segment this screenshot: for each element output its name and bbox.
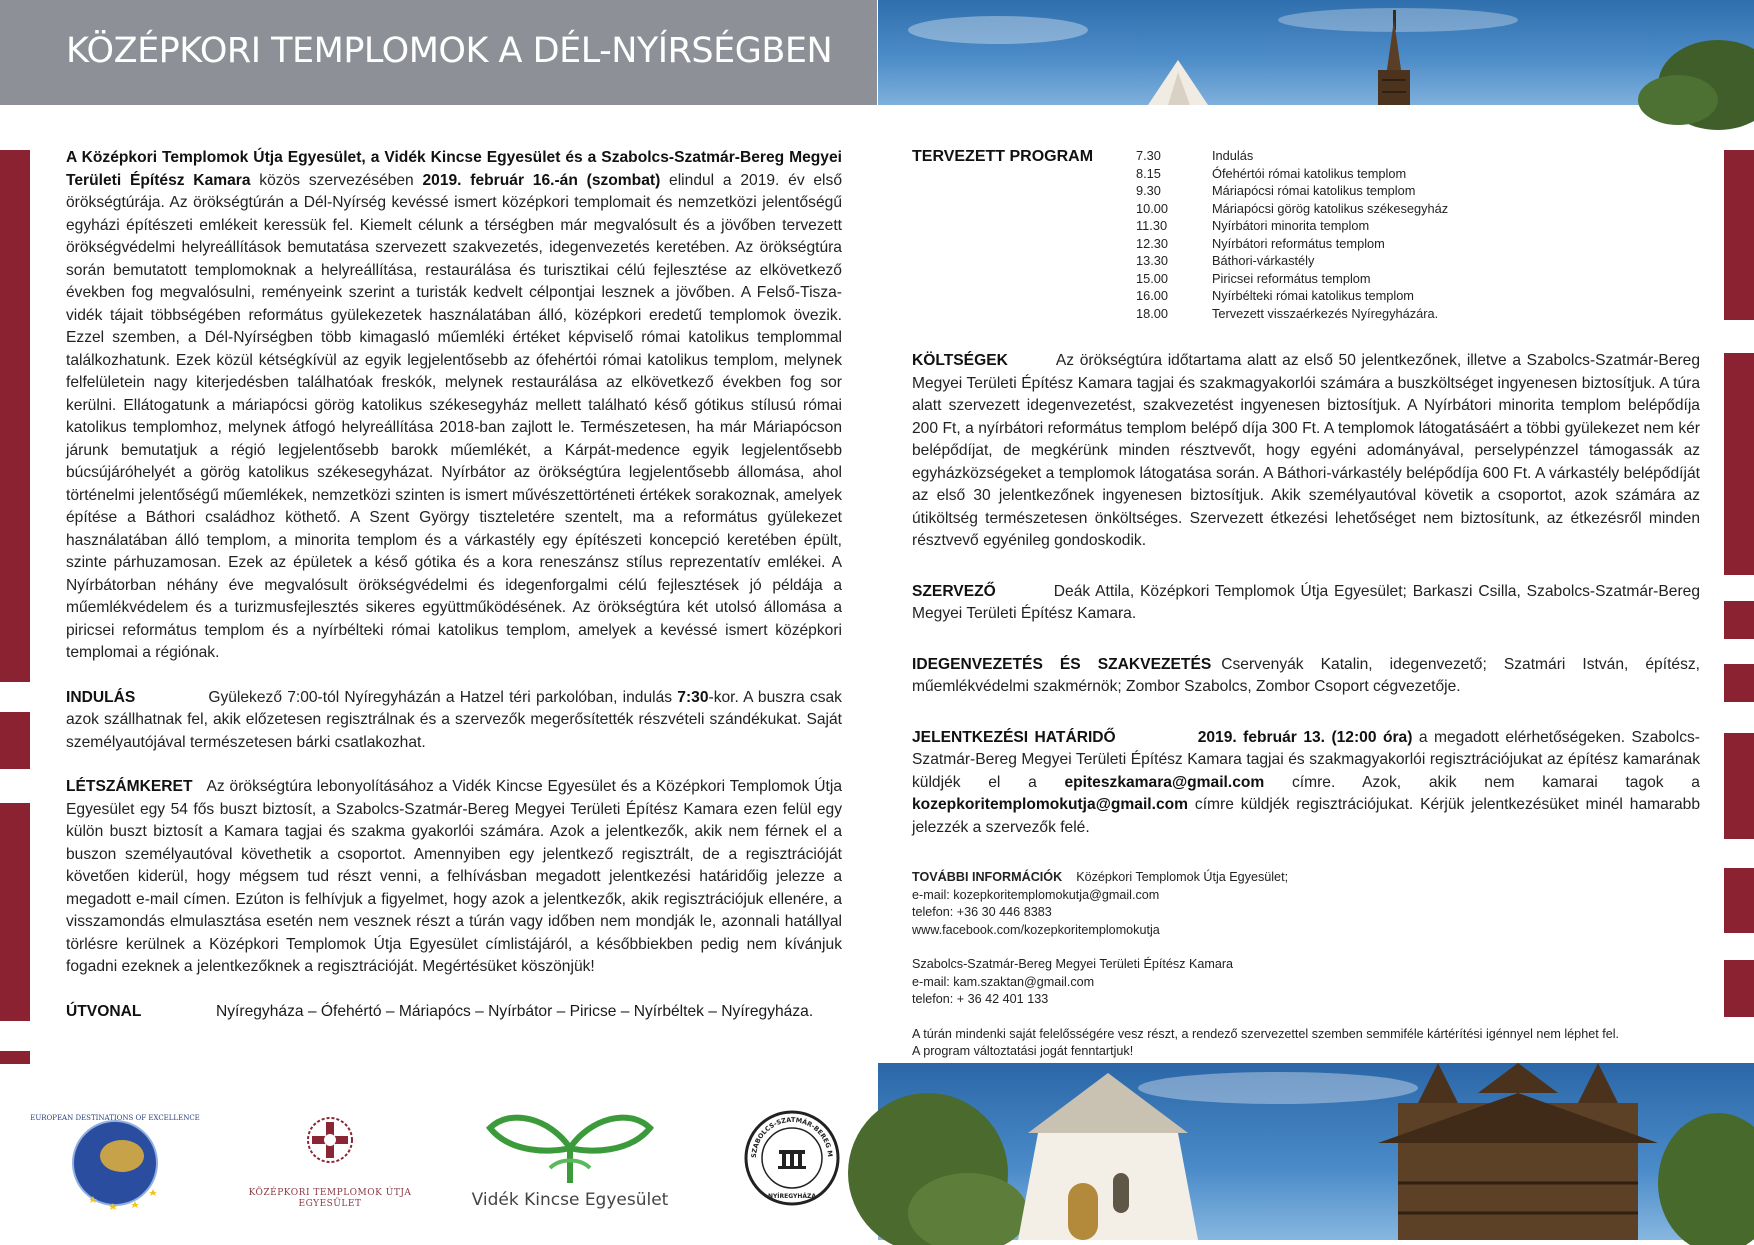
- program-time: 16.00: [1136, 288, 1169, 303]
- accent-bar: [1724, 868, 1754, 933]
- disclaimer-line2: A program változtatási jogát fenntartjuk!: [912, 1043, 1134, 1058]
- videk-kincse-logo: [470, 1108, 670, 1223]
- info-section: [912, 869, 1700, 1009]
- program-name: Piricsei református templom: [1212, 270, 1371, 286]
- disclaimer-line1: A túrán mindenki saját felelősségére vesz részt, a rendező szervezettel szemben semmiféle kártérítési igénnyel nem léphet fel.: [912, 1026, 1619, 1041]
- utvonal-section: [66, 1001, 842, 1023]
- koltsegek-section: [912, 350, 1700, 553]
- program-row: [1136, 182, 1448, 200]
- program-row: [1136, 235, 1448, 253]
- program-label: TERVEZETT PROGRAM: [912, 148, 1094, 165]
- letszam-section: [66, 776, 842, 979]
- info-label: TOVÁBBI INFORMÁCIÓK: [912, 870, 1063, 884]
- program-time: 15.00: [1136, 270, 1169, 286]
- program-name: Máriapócsi római katolikus templom: [1212, 183, 1416, 198]
- logo-row: [30, 1108, 850, 1228]
- program-name: Nyírbélteki római katolikus templom: [1212, 288, 1414, 303]
- info-org2: Szabolcs-Szatmár-Bereg Megyei Területi Építész Kamara: [912, 957, 1234, 971]
- idegenvezetes-text: Cservenyák Katalin, idegenvezető; Szatmári István, építész, műemlékvédelmi szakmérnök; Zombor Szabolcs, Zombor Csoport cégvezetője.: [912, 655, 1700, 695]
- info-org1-web: www.facebook.com/kozepkoritemplomokutja: [912, 922, 1160, 937]
- info-org2-phone: telefon: + 36 42 401 133: [912, 992, 1049, 1006]
- left-column: [66, 147, 842, 1023]
- program-name: Tervezett visszaérkezés Nyíregyházára.: [1212, 305, 1439, 321]
- accent-bar: [1724, 733, 1754, 839]
- accent-bar: [0, 150, 30, 682]
- letszam-text: Az örökségtúra lebonyolításához a Vidék Kincse Egyesület és a Középkori Templomok Útja Egyesület egy 54 fős buszt biztosít, a Szabolcs-Szatmár-Bereg Megyei Területi Építész Kamara ezen felül egy külön buszt biztosít a Kamara tagjai és szakma gyakorlói számára. Azok a jelentkezők, akik nem férnek el a buszon személyautóval követhetik a csoportot. Amennyiben egy jelentkező regisztrált, de a regisztrációját követően kiderül, hogy mégsem tud részt venni, a felhívásban megadott jelentkezési határidőig jelezze a megadott e-mail címen. Ezúton is felhívjuk a figyelmet, hogy azok a jelentkezők, akik regisztrációjuk ellenére, a visszamondás elmulasztása esetén nem vesznek részt a túrán vagy időben nem mondják le, azonnali hatállyal törlésre kerülnek a Középkori Templomok Útja Egyesület címlistájáról, a későbbiekben pedig nem kívánjuk fogadni ezeknek a jelentkezőknek a regisztrációját. Megértésüket köszönjük!: [66, 778, 842, 975]
- program-section: [912, 147, 1700, 322]
- indulas-time: 7:30: [677, 688, 709, 706]
- indulas-label: INDULÁS: [66, 688, 136, 706]
- right-column: [912, 147, 1700, 1060]
- kamara-seal-logo: [742, 1108, 842, 1208]
- hatarido-email-kamara: epiteszkamara@gmail.com: [1064, 773, 1265, 791]
- program-time: 11.30: [1136, 218, 1168, 233]
- szervezo-section: [912, 581, 1700, 626]
- program-time: 7.30: [1136, 148, 1161, 163]
- program-time: 13.30: [1136, 253, 1169, 268]
- intro-paragraph: [66, 147, 842, 665]
- page-title: KÖZÉPKORI TEMPLOMOK A DÉL-NYÍRSÉGBEN: [66, 31, 833, 71]
- indulas-text-a: Gyülekező 7:00-tól Nyíregyházán a Hatzel téri parkolóban, indulás: [208, 688, 678, 706]
- info-org1-email: e-mail: kozepkoritemplomokutja@gmail.com: [912, 887, 1160, 902]
- hatarido-section: [912, 727, 1700, 840]
- program-name: Ófehértói római katolikus templom: [1212, 165, 1407, 181]
- info-org1: Középkori Templomok Útja Egyesület;: [1076, 870, 1289, 884]
- letszam-label: LÉTSZÁMKERET: [66, 778, 193, 795]
- intro-mid: közös szervezésében: [250, 171, 423, 189]
- eden-logo: [30, 1108, 200, 1218]
- accent-bar: [0, 803, 30, 1021]
- hatarido-date: 2019. február 13. (12:00 óra): [1197, 728, 1413, 746]
- intro-organizers: A Középkori Templomok Útja Egyesület, a Vidék Kincse Egyesület és a Szabolcs-Szatmár-Bereg Megyei Területi Építész Kamara: [66, 149, 842, 189]
- program-row: [1136, 165, 1448, 183]
- utvonal-text: Nyíregyháza – Ófehértó – Máriapócs – Nyírbátor – Piricse – Nyírbéltek – Nyíregyháza.: [216, 1002, 814, 1020]
- accent-bar: [1724, 960, 1754, 1017]
- indulas-text-b: -kor. A buszra csak azok szállhatnak fel, akik előzetesen regisztrálnak és a szervezők megerősítették részvételi szándékukat. Saját személyautójával természetesen bárki csatlakozhat.: [66, 688, 842, 751]
- hatarido-text-a: a megadott elérhetőségeken. Szabolcs-Szatmár-Bereg Megyei Területi Építész Kamara tagjai és szakmagyakorlói regisztrációjukat az építész kamarának küldjék el a: [912, 728, 1700, 791]
- intro-text: elindul a 2019. év első örökségtúrája. Az örökségtúrán a Dél-Nyírség kevéssé ismert középkori templomait és nemzetközi jelentőségű egyházi építészeti emlékeit keressük fel. Kiemelt célunk a térségben már megvalósult és a jövőben tervezett örökségvédelmi helyreállítások bemutatása szervezett szakvezetés, idegenvezetés keretében. Az örökségtúra során bemutatott templomoknak a helyreállítása, restaurálása és turisztikai célú fejlesztése az elkövetkező években fog megvalósulni, reményeink szerint a turisták kedvelt célpontjai lesznek a jövőben. A Felső-Tisza-vidék tájait többségében református gyülekezetek használatában álló, középkori eredetű templomok övezik. Ezzel szemben, a Dél-Nyírségben több kimagasló műemléki értéket képviselő római katolikus templommal találkozhatunk. Ezek közül kétségkívül az egyik legjelentősebb az ófehértói római katolikus templom, melynek felfelületein nagy kiterjedésben találhatóak freskók, melynek restaurálása az elkövetkező években fog sor kerülni. Ellátogatunk a máriapócsi görög katolikus székesegyház mellett található késő gótikus stílusú római katolikus templomhoz, melynek átfogó helyreállítása 2018-ban zajlott le. Természetesen, ha már Máriapócson járunk bemutatjuk a régió legjelentősebb barokk műemlékét, a Kárpát-medence egyik legjelentősebb búcsújáróhelyét a görög katolikus székesegyházat. Nyírbátor az örökségtúra legjelentősebb állomása, ahol történelmi jelentőségű műemlékek, nemzetközi szinten is ismert művészettörténeti értékek sorakoznak, amelyek építése a Báthori családhoz köthető. A Szent György tiszteletére szentelt, ma a református gyülekezet használatában álló templom, a minorita templom és a várkastély egy építészeti koncepció keretében épült, szinte párhuzamosan. Ezek az épületek a késő gótika és a kora reneszánsz stílus reprezentatív emlékei. A Nyírbátorban néhány éve megvalósult örökségvédelmi és idegenforgalmi célú fejlesztések jó példája a műemlékvédelem és a turizmusfejlesztés sikeres együttműködésének. Az örökségtúra két utolsó állomása a piricsei református templom és a nyírbélteki római katolikus templom, amelyek a kevéssé ismert középkori templomai a régiónak.: [66, 171, 842, 661]
- program-name: Báthori-várkastély: [1212, 253, 1315, 268]
- church-towers-illustration: [878, 0, 1754, 105]
- info-org1-phone: telefon: +36 30 446 8383: [912, 905, 1052, 919]
- program-time: 8.15: [1136, 165, 1161, 181]
- kamara-seal-text: SZABOLCS-SZATMÁR-BEREG M: [749, 1115, 835, 1159]
- kozepkori-templomok-logo: [240, 1108, 420, 1223]
- hatarido-email-egyesulet: kozepkoritemplomokutja@gmail.com: [912, 796, 1189, 813]
- disclaimer: [912, 1026, 1700, 1060]
- program-name: Nyírbátori minorita templom: [1212, 218, 1370, 233]
- hatarido-label: JELENTKEZÉSI HATÁRIDŐ: [912, 728, 1116, 746]
- program-time: 9.30: [1136, 183, 1161, 198]
- program-row: [1136, 200, 1448, 218]
- info-org2-email: e-mail: kam.szaktan@gmail.com: [912, 974, 1095, 989]
- program-time: 12.30: [1136, 235, 1169, 251]
- eden-text: EUROPEAN DESTINATIONS OF EXCELLENCE: [30, 1114, 200, 1122]
- intro-date: 2019. február 16.-án (szombat): [422, 171, 661, 189]
- accent-bar: [0, 1051, 30, 1064]
- program-time: 10.00: [1136, 200, 1169, 216]
- church-photo-top: [878, 0, 1754, 105]
- videk-kincse-text: Vidék Kincse Egyesület: [471, 1190, 669, 1210]
- program-name: Nyírbátori református templom: [1212, 235, 1385, 251]
- program-time: 18.00: [1136, 305, 1169, 321]
- accent-bar: [1724, 601, 1754, 639]
- accent-bar: [1724, 664, 1754, 702]
- program-name: Máriapócsi görög katolikus székesegyház: [1212, 200, 1449, 216]
- kozepkori-caption: KÖZÉPKORI TEMPLOMOK ÚTJA EGYESÜLET: [248, 1188, 412, 1209]
- accent-bar: [0, 712, 30, 769]
- kamara-seal-city: NYÍREGYHÁZA: [767, 1193, 817, 1200]
- program-table: [1136, 147, 1448, 322]
- program-row: [1136, 217, 1448, 235]
- hatarido-text-b: címre. Azok, akik nem kamarai tagok a: [1264, 773, 1700, 791]
- indulas-section: [66, 687, 842, 755]
- program-row: [1136, 305, 1448, 323]
- church-photo-bottom: [878, 1063, 1754, 1240]
- szervezo-label: SZERVEZŐ: [912, 582, 996, 600]
- hatarido-text-c: címre küldjék regisztrációjukat. Kérjük jelentkezésüket minél hamarabb jelezzék a szervezők felé.: [912, 796, 1700, 836]
- program-row: [1136, 287, 1448, 305]
- title-bar: [0, 0, 877, 105]
- accent-bar: [1724, 353, 1754, 575]
- idegenvezetes-label: IDEGENVEZETÉS ÉS SZAKVEZETÉS: [912, 655, 1212, 673]
- koltsegek-text: Az örökségtúra időtartama alatt az első 50 jelentkezőnek, illetve a Szabolcs-Szatmár-Bereg Megyei Területi Építész Kamara tagjai és szakmagyakorlói számára a buszköltséget ingyenesen biztosítjuk. A túra alatt szervezett idegenvezetést, szakvezetést ingyenesen biztosítjuk. A Nyírbátori minorita templom belépődíja 200 Ft, a nyírbátori református templom belépő díja 300 Ft. A templomok látogatásáért a többi gyülekezet nem kér belépődíjat, de megkérünk minden résztvevőt, hogy egyéni adományával, perselypénzzel támogassák az egyházközségeket a templomok látogatása során. A Báthori-várkastély belépődíja 600 Ft. A várkastély belépődíját az első 30 jelentkezőnek ingyenesen biztosítjuk. Akik személyautóval követik a csoportot, azok számára az útiköltség természetesen önköltséges. Szervezett étkezési lehetőséget nem biztosítunk, az étkezésről minden résztvevő egyénileg gondoskodik.: [912, 352, 1700, 549]
- idegenvezetes-section: [912, 654, 1700, 699]
- accent-bar: [1724, 150, 1754, 320]
- koltsegek-label: KÖLTSÉGEK: [912, 352, 1008, 369]
- program-row: [1136, 270, 1448, 288]
- program-row: [1136, 252, 1448, 270]
- program-row: [1136, 147, 1448, 165]
- program-name: Indulás: [1212, 148, 1254, 163]
- church-illustration: [878, 1063, 1754, 1240]
- utvonal-label: ÚTVONAL: [66, 1002, 142, 1020]
- szervezo-text: Deák Attila, Középkori Templomok Útja Egyesület; Barkaszi Csilla, Szabolcs-Szatmár-Bereg Megyei Területi Építész Kamara.: [912, 582, 1700, 622]
